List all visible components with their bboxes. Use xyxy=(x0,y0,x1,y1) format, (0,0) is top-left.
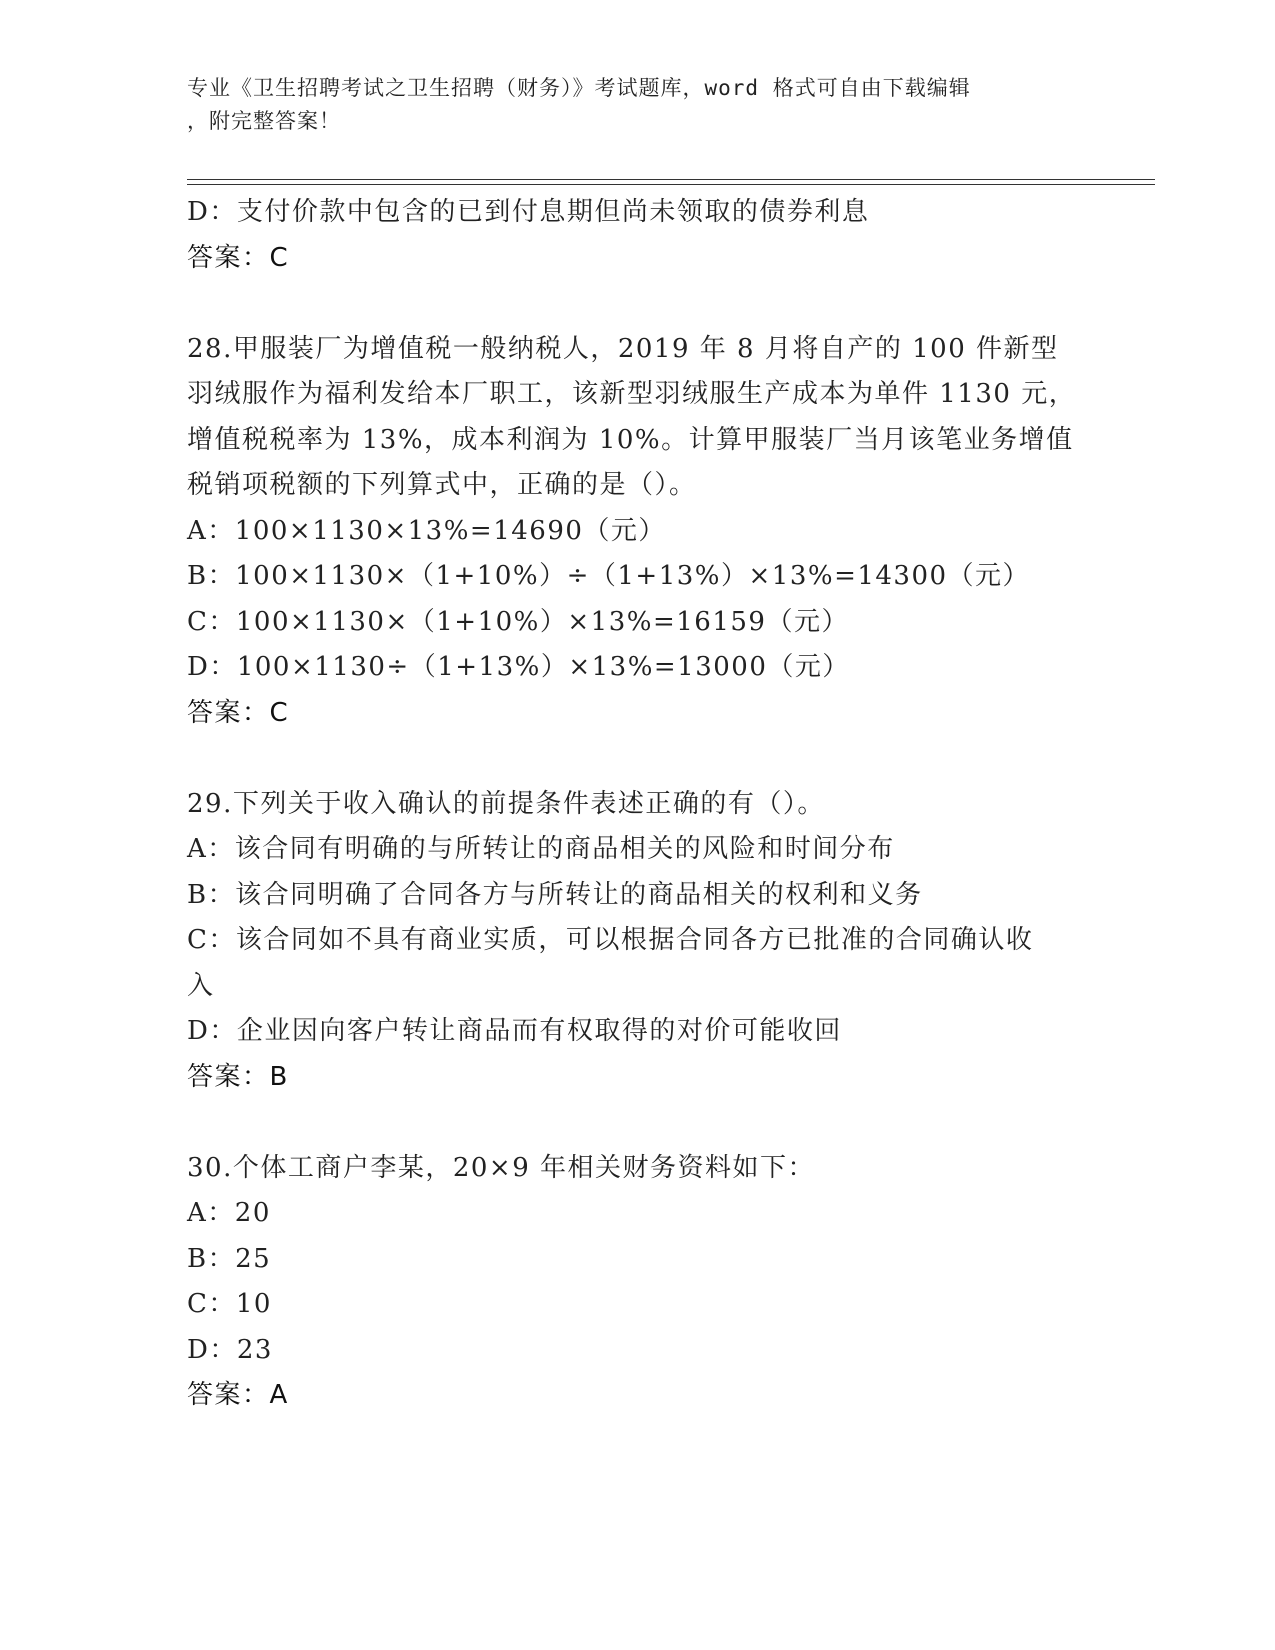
header-divider-top xyxy=(187,179,1155,180)
answer-line: 答案：B xyxy=(187,1061,289,1092)
option-a: A：该合同有明确的与所转让的商品相关的风险和时间分布 xyxy=(187,834,895,864)
option-a: A：20 xyxy=(187,1198,271,1228)
header-divider-bottom xyxy=(187,184,1155,185)
header-line-2: ，附完整答案！ xyxy=(187,109,341,133)
option-d: D：23 xyxy=(187,1334,273,1365)
option-d: D：企业因向客户转让商品而有权取得的对价可能收回 xyxy=(187,1016,842,1046)
option-c: C：10 xyxy=(187,1289,272,1319)
option-d: D：100×1130÷（1+13%）×13%=13000（元） xyxy=(187,652,850,682)
question-stem: 29.下列关于收入确认的前提条件表述正确的有（）。 xyxy=(187,788,825,819)
question-30 xyxy=(187,1146,1087,1419)
question-28 xyxy=(187,327,1087,737)
question-stem: 30.个体工商户李某，20×9 年相关财务资料如下： xyxy=(187,1152,816,1183)
option-b: B：25 xyxy=(187,1243,272,1274)
option-b: B：100×1130×（1+10%）÷（1+13%）×13%=14300（元） xyxy=(187,561,1031,591)
option-a: A：100×1130×13%=14690（元） xyxy=(187,515,666,546)
answer-line: 答案：A xyxy=(187,1380,289,1410)
option-c: C：100×1130×（1+10%）×13%=16159（元） xyxy=(187,606,849,637)
previous-question-fragment xyxy=(187,190,1087,281)
document-header xyxy=(187,72,1067,138)
option-b: B：该合同明确了合同各方与所转让的商品相关的权利和义务 xyxy=(187,879,923,910)
option-c: C：该合同如不具有商业实质，可以根据合同各方已批准的合同确认收入 xyxy=(187,925,1034,1001)
question-29 xyxy=(187,782,1087,1101)
question-list xyxy=(187,190,1087,1419)
header-line-1: 专业《卫生招聘考试之卫生招聘（财务）》考试题库，word 格式可自由下载编辑 xyxy=(187,76,971,100)
answer-line: 答案：C xyxy=(187,242,290,273)
answer-line: 答案：C xyxy=(187,697,290,728)
option-d: D：支付价款中包含的已到付息期但尚未领取的债券利息 xyxy=(187,197,870,227)
question-stem: 28.甲服装厂为增值税一般纳税人，2019 年 8 月将自产的 100 件新型羽绒服作为福利发给本厂职工，该新型羽绒服生产成本为单件 1130 元，增值税税率为 13%，成本利润为 10%。计算甲服装厂当月该笔业务增值税销项税额的下列算式中，正确的是（）。 xyxy=(187,333,1077,500)
